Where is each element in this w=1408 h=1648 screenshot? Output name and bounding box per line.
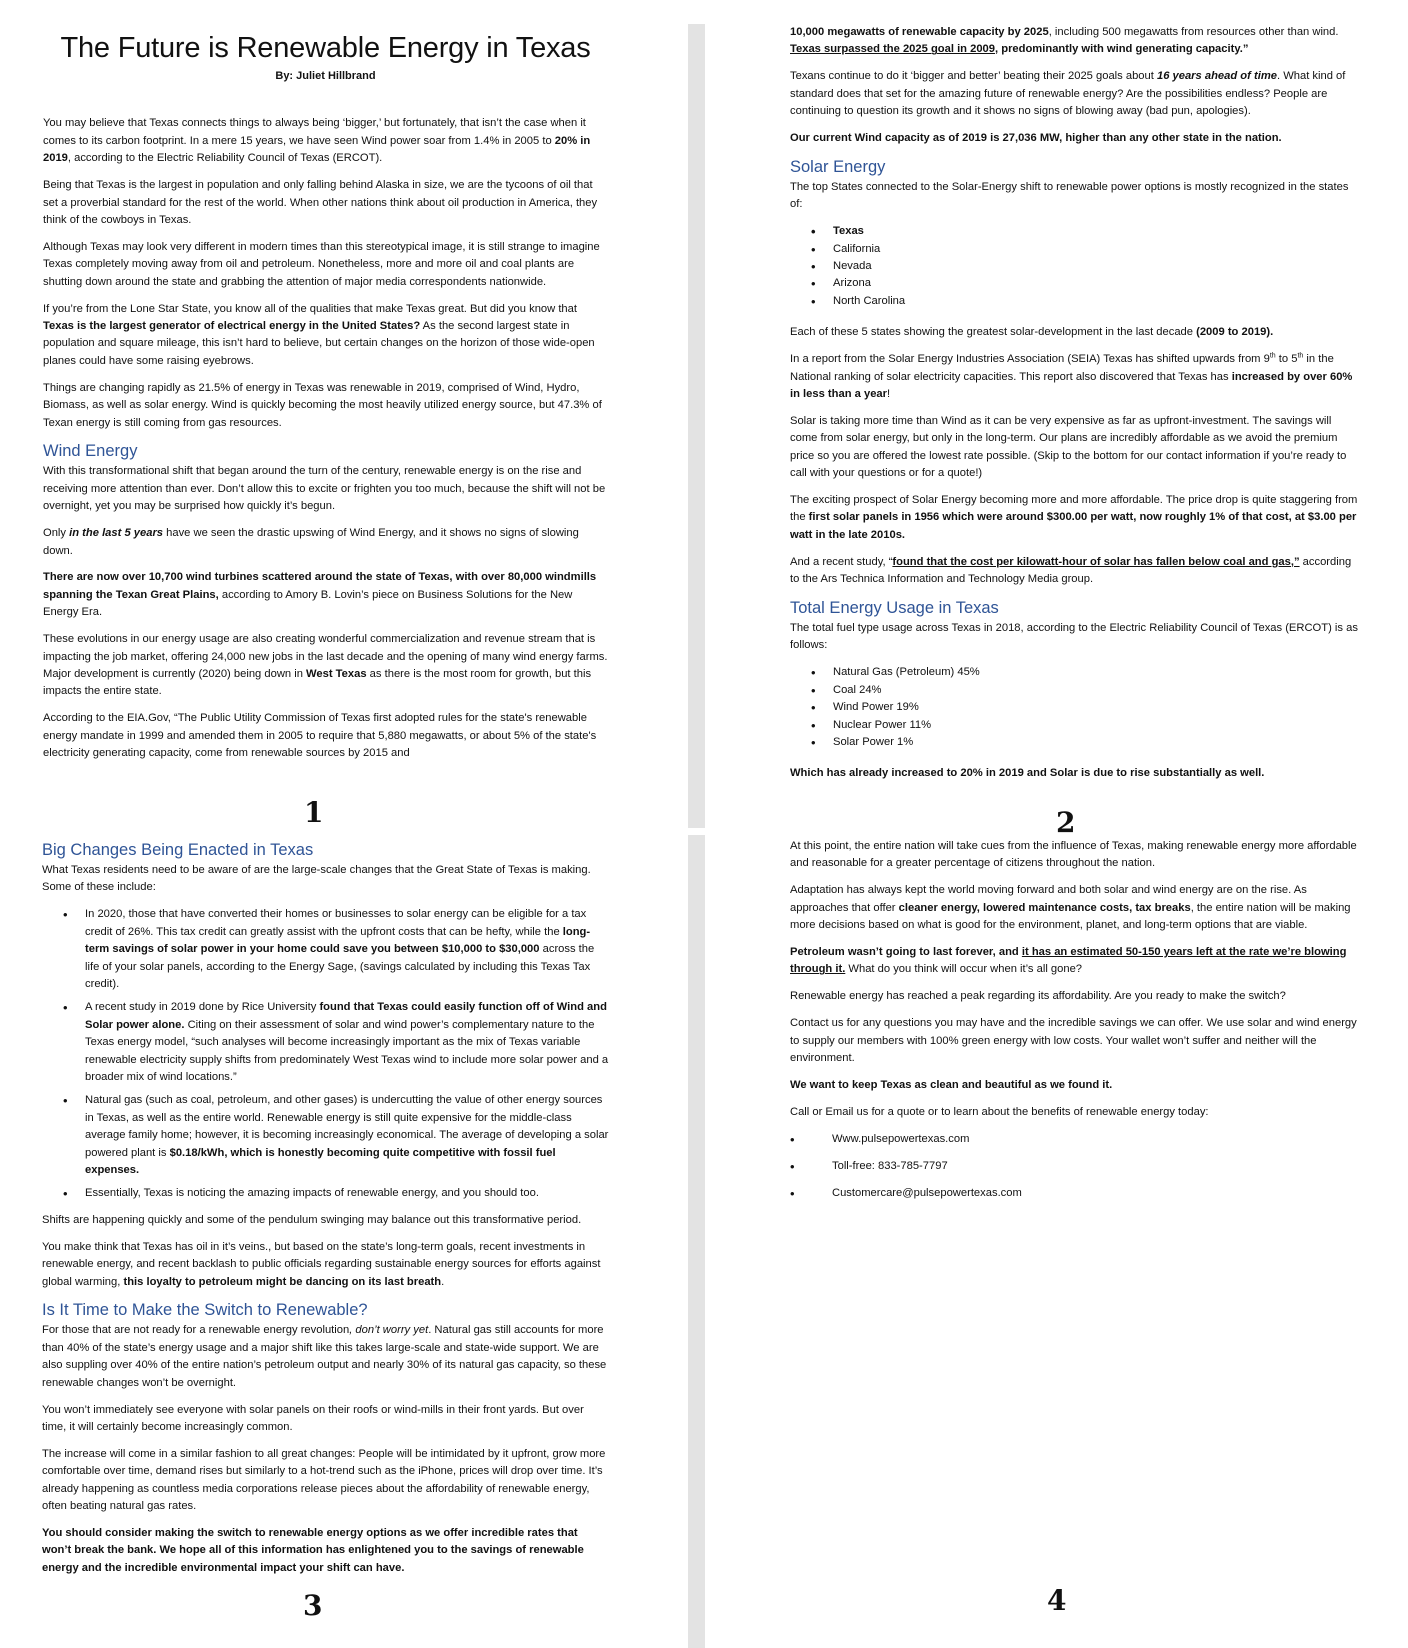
document-page-3 [42,838,609,1648]
text-run: have we seen the drastic upswing of Wind Energy, and it shows no signs of slowing down. [43,527,579,557]
paragraph: Our current Wind capacity as of 2019 is 27,036 MW, higher than any other state in the nation. [790,132,1282,145]
text-run: The exciting prospect of Solar Energy becoming more and more affordable. The price drop is quite staggering from the [790,494,1358,524]
list-item: • Nevada [790,258,1358,275]
text-run: found that Texas could easily function off of Wind and Solar power alone. [85,1001,607,1031]
list-item [42,906,609,993]
paragraph [42,1322,609,1392]
paragraph: The increase will come in a similar fashion to all great changes: People will be intimidated by it upfront, grow more comfortable over time, demand rises but similarly to a hot-trend such as the iPhone, prices will drop over time. It’s already happening as countless media corporations release pieces about the affordability of renewable energy, often beating natural gas rates. [42,1447,606,1513]
document-page-4 [790,838,1358,1648]
text-run: . [441,1275,445,1288]
contact-email[interactable]: • Customercare@pulsepowertexas.com [790,1185,1358,1202]
document-title: The Future is Renewable Energy in Texas [60,32,591,64]
paragraph: Solar is taking more time than Wind as it can be very expensive as far as upfront-investment. The savings will come from solar energy, but only in the long-term. Our plans are incredibly affordable as we avoid the premium price so you are offered the lowest rate possible. (Skip to the bottom for our contact information if you’re ready to call with your questions or for a quote!) [790,414,1347,480]
text-run: , including 500 megawatts from resources other than wind. [1048,26,1339,38]
list-item: • California [790,241,1358,258]
list-item: • Natural Gas (Petroleum) 45% [790,664,1358,681]
text-run: And a recent study, “ [790,555,893,568]
text-run: in the National ranking of solar electricity capacities. This report also discovered that Texas has [790,353,1334,383]
paragraph [43,525,608,560]
page-number: 3 [303,1589,323,1622]
text-run: Adaptation has always kept the world moving forward and both solar and wind energy are on the rise. As approaches that offer [790,884,1307,914]
text-run: cleaner energy, lowered maintenance costs, tax breaks [898,901,1191,914]
paragraph: The total fuel type usage across Texas in 2018, according to the Electric Reliability Council of Texas (ERCOT) is as follows: [790,622,1358,652]
paragraph: Being that Texas is the largest in population and only falling behind Alaska in size, we are the tycoons of oil that set a proverbial standard for the rest of the world. When other nations think about oil production in America, they think of the cowboys in Texas. [43,179,598,226]
text-run: If you’re from the Lone Star State, you know all of the qualities that make Texas great. But did you know that [43,302,577,315]
text-run: in the last 5 years [69,527,164,540]
text-run: You make think that Texas has oil in it’s veins., but based on the state’s long-term goals, recent investments in renewable energy, and recent backlash to public officials regarding sustainable energy sources for efforts against global warming, [42,1240,601,1288]
text-run: Texas is the largest generator of electrical energy in the United States? [43,319,421,332]
text-run: Only [43,527,70,540]
paragraph: We want to keep Texas as clean and beautiful as we found it. [790,1078,1113,1091]
text-run: increased by over 60% in less than a year [790,370,1353,400]
text-run: to 5 [1275,353,1298,366]
text-run: There are now over 10,700 wind turbines scattered around the state of Texas, with over 80,000 windmills spanning the Texan Great Plains, [43,571,597,601]
text-run: Texas surpassed the 2025 goal in 2009 [790,43,996,56]
text-run: Natural gas (such as coal, petroleum, and other gases) is undercutting the value of other energy sources in Texas, as well as the entire world. Renewable energy is still quite expensive for the middle-class average family home; however, it is becoming increasingly economical. The average of developing a solar powered plant is [85,1094,609,1159]
text-run: 16 years ahead of time [1156,70,1277,83]
paragraph: Renewable energy has reached a peak regarding its affordability. Are you ready to make the switch? [790,990,1286,1003]
paragraph: According to the EIA.Gov, “The Public Utility Commission of Texas first adopted rules for the state's renewable energy mandate in 1999 and amended them in 2005 to require that 5,880 megawatts, or about 5% of the state's electricity generating capacity, come from renewable sources by 2015 and [43,712,597,760]
paragraph: Things are changing rapidly as 21.5% of energy in Texas was renewable in 2019, comprised of Wind, Hydro, Biomass, as well as solar energy. Wind is quickly becoming the most heavily utilized energy source, but 47.3% of Texan energy is still coming from gas resources. [43,381,602,429]
text-run: it has an estimated 50-150 years left at the rate we’re blowing through it. [790,946,1347,976]
text-run: West Texas [306,667,367,680]
text-run: $0.18/kWh, which is honestly becoming quite competitive with fossil fuel expenses. [85,1146,556,1176]
paragraph [43,115,608,167]
text-run: 10,000 megawatts of renewable capacity by 2025 [790,26,1049,38]
contact-list [790,1131,1358,1202]
section-heading-solar-energy: Solar Energy [790,157,886,176]
text-run: For those that are not ready for a renewable energy revolution [42,1324,350,1337]
text-run: as there is the most room for growth, but this impacts the entire state. [43,667,592,698]
list-item [42,1092,609,1179]
paragraph [43,569,608,621]
page-number: 2 [1056,806,1076,839]
paragraph: Shifts are happening quickly and some of the pendulum swinging may balance out this transformative period. [42,1213,582,1226]
fuel-usage-list [790,664,1358,751]
text-run: . Natural gas still accounts for more than 40% of the state’s energy usage and a major shift like this takes large-scale and state-wide support. We are also suppling over 40% of the entire nation’s petroleum output and nearly 30% of its natural gas capacity, so these renewable changes won’t be overnight. [42,1324,607,1389]
text-run: according to Amory B. Lovin’s piece on Business Solutions for the New Energy Era. [43,588,573,619]
text-run: Citing on their assessment of solar and wind power’s complementary nature to the Texas energy model, “such analyses will become increasingly important as the mix of Texas variable renewable electricity supply shifts from predominately West Texas wind to include more solar power and a broader mix of wind locations.” [85,1018,609,1083]
paragraph: Although Texas may look very different in modern times than this stereotypical image, it is still strange to imagine Texas completely moving away from oil and petroleum. Nonetheless, more and more oil and coal plants are shutting down around the state and grabbing the attention of major media correspondents nationwide. [43,240,600,288]
page-number: 4 [1047,1584,1067,1617]
list-item: • Coal 24% [790,682,1358,699]
list-item [42,999,609,1086]
page-gutter-top [688,24,705,828]
paragraph: Contact us for any questions you may have and the incredible savings we can offer. We use solar and wind energy to supply our members with 100% green energy with low costs. Your wallet won’t suffer and neither will the environment. [790,1017,1357,1065]
text-run: . What kind of standard does that set for the amazing future of renewable energy? Are the possibilities endless? People are continuing to question its growth and it shows no signs of blowing away (bad pun, apologies). [790,70,1346,118]
paragraph: Call or Email us for a quote or to learn about the benefits of renewable energy today: [790,1105,1209,1118]
contact-phone[interactable]: • Toll-free: 833-785-7797 [790,1158,1358,1175]
paragraph: Which has already increased to 20% in 2019 and Solar is due to rise substantially as well. [790,767,1265,780]
list-item: • Texas [790,223,1358,240]
text-run: A recent study in 2019 done by Rice University [85,1001,320,1014]
list-item: • Wind Power 19% [790,699,1358,716]
list-item: • North Carolina [790,293,1358,310]
text-run: Each of these 5 states showing the greatest solar-development in the last decade [790,326,1197,339]
paragraph [790,68,1358,120]
contact-website[interactable]: • Www.pulsepowertexas.com [790,1131,1358,1148]
text-run: You may believe that Texas connects things to always being ‘bigger,’ but fortunately, that isn’t the case when it comes to its carbon footprint. In a mere 15 years, we have seen Wind power soar from 1.4% in 2005 to [43,117,586,147]
text-run: These evolutions in our energy usage are also creating wonderful commercialization and revenue stream that is impacting the job market, offering 24,000 new jobs in the last decade and the opening of many wind energy farms. Major development is currently (2020) being down in [43,633,608,680]
section-heading-big-changes: Big Changes Being Enacted in Texas [42,841,314,859]
section-heading-total-energy: Total Energy Usage in Texas [790,599,999,618]
paragraph [790,554,1358,589]
section-heading-make-switch: Is It Time to Make the Switch to Renewable? [42,1301,368,1320]
text-run: , don’t worry yet [349,1324,429,1337]
text-run: What do you think will occur when it’s all gone? [845,963,1083,976]
text-run: found that the cost per kilowatt-hour of solar has fallen below coal and gas,” [892,555,1300,568]
paragraph: With this transformational shift that began around the turn of the century, renewable energy is on the rise and receiving more attention than ever. Don’t allow this to excite or frighten you too much, because the shift will not be overnight, yet you may be surprised how quickly it’s begun. [43,465,606,513]
text-run: In a report from the Solar Energy Industries Association (SEIA) Texas has shifted upwards from 9 [790,353,1270,366]
list-item: • Essentially, Texas is noticing the amazing impacts of renewable energy, and you should too. [42,1185,609,1202]
paragraph [790,882,1358,934]
paragraph [43,631,608,701]
paragraph [790,324,1358,341]
document-page-2 [790,24,1358,834]
changes-list [42,906,609,1203]
text-run: long-term savings of solar power in your home could save you between $10,000 to $30,000 [85,925,591,956]
text-run: according to the Ars Technica Information and Technology Media group. [790,555,1352,586]
paragraph [790,944,1358,979]
paragraph: The top States connected to the Solar-Energy shift to renewable power options is mostly recognized in the states of: [790,180,1349,211]
paragraph [790,492,1358,544]
list-item: • Arizona [790,275,1358,292]
states-list [790,223,1358,310]
paragraph: At this point, the entire nation will take cues from the influence of Texas, making renewable energy more affordable and reasonable for a greater percentage of citizens throughout the nation. [790,840,1357,870]
paragraph [43,301,608,371]
page-number: 1 [304,796,324,829]
paragraph [790,351,1358,403]
text-run: As the second largest state in population and square mileage, this isn’t hard to believe, but certain changes on the horizon of those wide-open planes could have some raising eyebrows. [43,319,595,367]
paragraph: You should consider making the switch to renewable energy options as we offer incredible rates that won’t break the bank. We hope all of this information has enlightened you to the savings of renewable energy and the incredible environmental impact your shift can have. [42,1527,584,1574]
paragraph [790,24,1358,59]
list-item: • Nuclear Power 11% [790,717,1358,734]
paragraph: You won’t immediately see everyone with solar panels on their roofs or wind-mills in their front yards. But over time, it will certainly become increasingly common. [42,1403,584,1433]
text-run: , the entire nation will be making more decisions based on what is good for the environment, planet, and long-term options that are viable. [790,901,1351,932]
text-run: th [1297,352,1304,360]
section-heading-wind-energy: Wind Energy [43,442,138,461]
text-run: ! [887,388,891,400]
text-run: , according to the Electric Reliability Council of Texas (ERCOT). [67,152,383,165]
text-run: (2009 to 2019). [1196,326,1274,339]
document-author: By: Juliet Hillbrand [275,70,376,82]
page-gutter-bottom [688,835,705,1648]
paragraph [42,1239,609,1291]
text-run: across the life of your solar panels, according to the Energy Sage, (savings calculated by including this Texas Tax credit). [85,943,595,990]
text-run: Texans continue to do it ‘bigger and better’ beating their 2025 goals about [790,70,1157,83]
list-item: • Solar Power 1% [790,734,1358,751]
document-page-1 [43,30,608,830]
text-run: Petroleum wasn’t going to last forever, and [790,946,1022,959]
text-run: th [1269,352,1276,360]
text-run: 20% in 2019 [43,134,591,165]
paragraph: What Texas residents need to be aware of are the large-scale changes that the Great State of Texas is making. Some of these include: [42,864,591,894]
text-run: this loyalty to petroleum might be dancing on its last breath [123,1275,442,1288]
text-run: In 2020, those that have converted their homes or businesses to solar energy can be eligible for a tax credit of 26%. This tax credit can greatly assist with the upfront costs that can be hefty, while the [85,908,587,938]
text-run: first solar panels in 1956 which were around $300.00 per watt, now roughly 1% of that cost, at $3.00 per watt in the late 2010s. [790,511,1357,541]
text-run: , predominantly with wind generating capacity.” [995,43,1249,56]
